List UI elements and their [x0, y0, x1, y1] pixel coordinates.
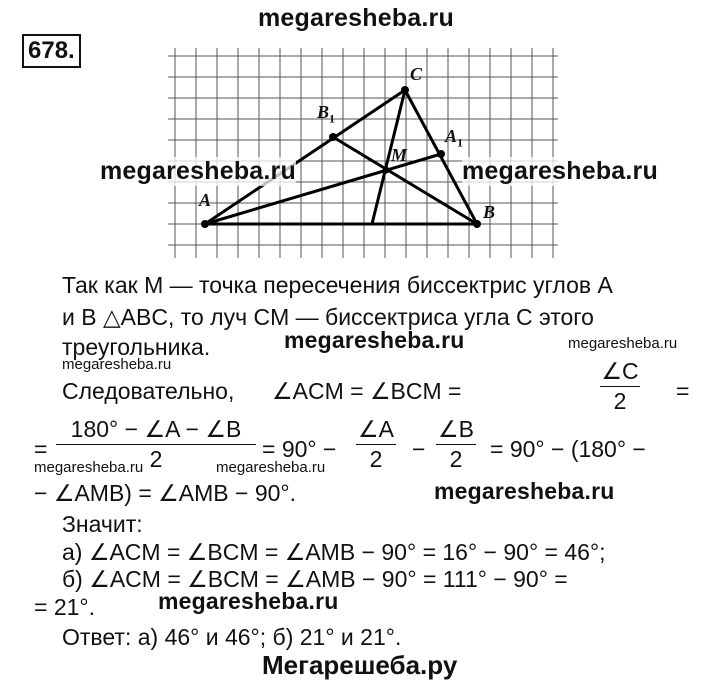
watermark-top: megaresheba.ru [258, 4, 454, 32]
text-line-5-mid: = 90° − [262, 436, 337, 462]
fraction-sum-bar [56, 444, 256, 445]
text-line-3: треугольника. [62, 334, 211, 360]
label-a1-letter: A [445, 126, 458, 146]
watermark-small-left: megaresheba.ru [62, 356, 172, 373]
text-line-4-left: Следовательно, [62, 378, 235, 404]
point-a1 [437, 150, 445, 158]
fraction-c-numerator: ∠C [601, 358, 639, 384]
watermark-right: megaresheba.ru [462, 157, 658, 185]
triangle-figure [0, 0, 720, 260]
label-b1-letter: B [317, 102, 330, 122]
point-b1 [329, 133, 337, 141]
text-line-6: − ∠AMB) = ∠AMB − 90°. [34, 480, 296, 506]
point-c [401, 86, 409, 94]
footer-site-name: Мегарешеба.ру [262, 650, 458, 680]
fraction-b-bar [436, 444, 476, 445]
fraction-a-denominator: 2 [369, 446, 383, 472]
fraction-sum-denominator: 2 [149, 446, 163, 472]
label-b1-sub: 1 [329, 111, 336, 126]
text-line-4-mid: ∠ACM = ∠BCM = [272, 378, 462, 404]
fraction-b-half [436, 416, 476, 473]
fraction-a-bar [356, 444, 396, 445]
label-a: A [199, 190, 212, 210]
text-line-10: = 21°. [34, 594, 95, 620]
text-line-5-minus: − [412, 436, 426, 462]
grid [168, 48, 558, 258]
text-line-11: Ответ: а) 46° и 46°; б) 21° и 21°. [62, 624, 402, 650]
text-line-1: Так как M — точка пересечения биссектрис углов A [62, 272, 613, 298]
fraction-bar [600, 386, 640, 387]
fraction-b-denominator: 2 [449, 446, 463, 472]
point-m [383, 167, 390, 174]
text-line-5-eq: = [34, 436, 48, 462]
watermark-line-10: megaresheba.ru [158, 588, 339, 614]
fraction-a-numerator: ∠A [358, 416, 394, 442]
label-m: M [391, 145, 408, 165]
label-a1-sub: 1 [457, 135, 464, 150]
fraction-c-half [600, 358, 640, 415]
fraction-b-numerator: ∠B [438, 416, 474, 442]
watermark-left: megaresheba.ru [100, 157, 296, 185]
text-line-2: и B △ABC, то луч CM — биссектриса угла C этого [62, 304, 594, 330]
text-line-4-eq: = [676, 378, 690, 404]
label-c: C [410, 64, 423, 84]
fraction-a-half [356, 416, 396, 473]
label-a1 [445, 126, 463, 151]
point-a [201, 220, 209, 228]
watermark-small-frac-right: megaresheba.ru [216, 459, 326, 476]
watermark-small-frac-left: megaresheba.ru [34, 459, 144, 476]
watermark-small-right: megaresheba.ru [568, 335, 678, 352]
problem-number: 678. [22, 34, 81, 68]
point-b [473, 220, 481, 228]
text-line-5-end: = 90° − (180° − [490, 436, 646, 462]
fraction-sum-numerator: 180° − ∠A − ∠B [70, 416, 242, 442]
text-line-7: Значит: [62, 511, 143, 537]
text-line-8: а) ∠ACM = ∠BCM = ∠AMB − 90° = 16° − 90° = 46°; [62, 539, 606, 565]
label-b: B [483, 202, 496, 222]
watermark-line-3: megaresheba.ru [284, 327, 465, 353]
watermark-line-6: megaresheba.ru [434, 478, 615, 504]
label-b1 [317, 102, 335, 127]
fraction-c-denominator: 2 [613, 388, 627, 414]
text-line-9: б) ∠ACM = ∠BCM = ∠AMB − 90° = 111° − 90° = [62, 566, 568, 592]
